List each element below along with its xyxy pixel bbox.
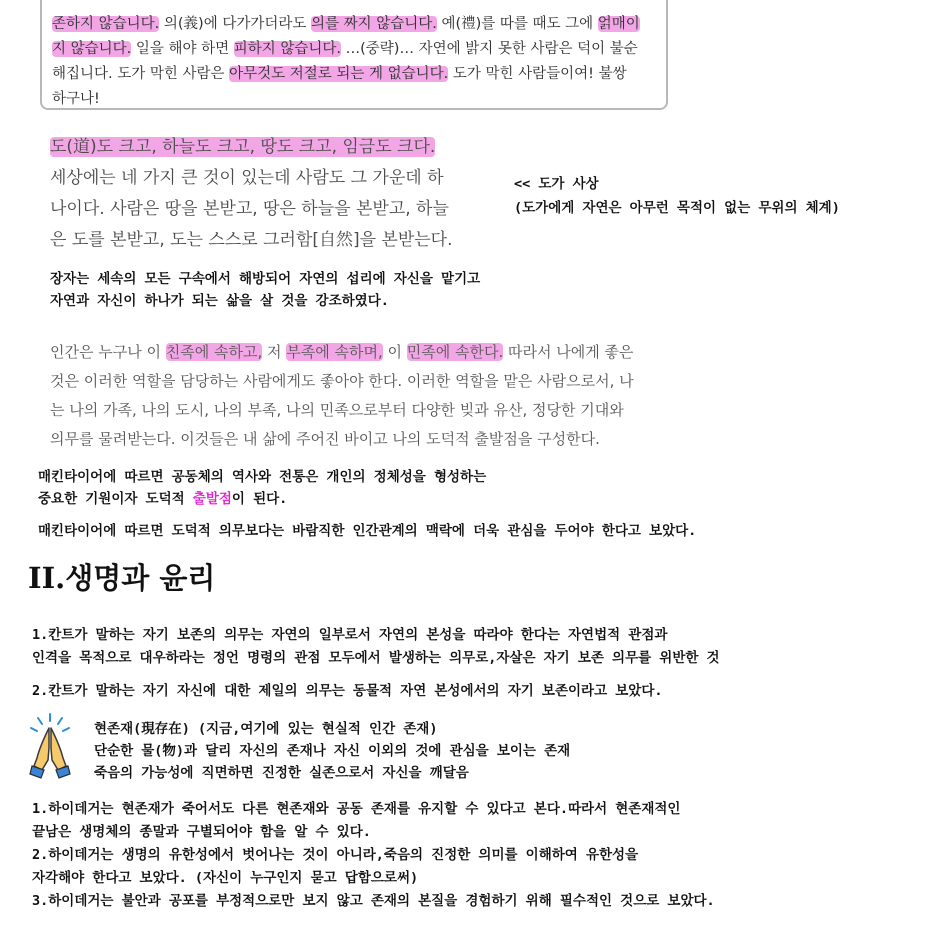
highlighted-text: 의를 짜지 않습니다. xyxy=(310,16,437,32)
highlighted-text: 피하지 않습니다. xyxy=(233,41,342,57)
highlighted-text: 얽매이 xyxy=(597,16,640,32)
note-text: 이 된다. xyxy=(231,491,288,507)
dasein-notes xyxy=(94,718,570,784)
dasein-line: 현존재(現存在) (지금,여기에 있는 현실적 인간 존재) xyxy=(94,721,438,737)
note-line: 매킨타이어에 따르면 도덕적 의무보다는 바람직한 인간관계의 맥락에 더욱 관심을 두어야 한다고 보았다. xyxy=(38,523,697,539)
text-segment: 따라서 나에게 좋은 xyxy=(503,343,634,361)
text-segment: 것은 이러한 역할을 담당하는 사람에게도 좋아야 한다. 이러한 역할을 맡은 사람으로서, 나 xyxy=(50,372,634,390)
passage-line xyxy=(50,338,750,367)
passage-line xyxy=(50,396,750,425)
highlighted-text: 친족에 속하고, xyxy=(165,343,263,361)
text-segment: 하구나! xyxy=(52,91,100,107)
note-text: 중요한 기원이자 도덕적 xyxy=(38,491,193,507)
dasein-line: 죽음의 가능성에 직면하면 진정한 실존으로서 자신을 깨달음 xyxy=(94,765,469,781)
text-segment: 도가 막힌 사람들이여! 불쌍 xyxy=(448,66,627,82)
kant-line: 2.칸트가 말하는 자기 자신에 대한 제일의 의무는 동물적 자연 본성에서의 자기 보존이라고 보았다. xyxy=(32,683,663,699)
macintyre-note xyxy=(38,466,486,510)
passage-line xyxy=(50,367,750,396)
heidegger-notes xyxy=(32,798,715,913)
text-segment: 이 xyxy=(382,343,407,361)
kant-notes xyxy=(32,624,720,703)
passage-line xyxy=(50,425,750,454)
kant-line: 인격을 목적으로 대우하라는 정언 명령의 관점 모두에서 발생하는 의무로,자살은 자기 보존 의무를 위반한 것 xyxy=(32,650,720,666)
highlighted-text: 지 않습니다. xyxy=(52,41,132,57)
text-segment: 의무를 물려받는다. 이것들은 내 삶에 주어진 바이고 나의 도덕적 출발점을 구성한다. xyxy=(50,430,600,448)
text-segment: 저 xyxy=(262,343,287,361)
quote-box-text xyxy=(52,0,662,112)
tao-note-title: << 도가 사상 xyxy=(514,176,599,192)
highlighted-text: 아무것도 저절로 되는 게 없습니다. xyxy=(229,66,449,82)
note-line xyxy=(38,488,486,510)
quote-line xyxy=(52,37,662,62)
heidegger-line: 자각해야 한다고 보았다. (자신이 누구인지 묻고 답함으로써) xyxy=(32,870,419,886)
note-line: 자연과 자신이 하나가 되는 삶을 살 것을 강조하였다. xyxy=(50,293,389,309)
praying-hands-icon xyxy=(28,712,72,782)
community-passage xyxy=(50,338,750,454)
text-segment: 일을 해야 하면 xyxy=(131,41,234,57)
text-segment: 예(禮)를 따를 때도 그에 xyxy=(436,16,598,32)
tao-line: 은 도를 본받고, 도는 스스로 그러함[自然]을 본받는다. xyxy=(50,230,453,250)
tao-headline: 도(道)도 크고, 하늘도 크고, 땅도 크고, 임금도 크다. xyxy=(50,137,436,157)
heidegger-line: 끝남은 생명체의 종말과 구별되어야 함을 알 수 있다. xyxy=(32,824,371,840)
emphasis-word: 출발점 xyxy=(192,491,232,507)
highlighted-text: 민족에 속한다. xyxy=(406,343,504,361)
heidegger-line: 2.하이데거는 생명의 유한성에서 벗어나는 것이 아니라,죽음의 진정한 의미를 이해하여 유한성을 xyxy=(32,847,639,863)
text-segment: 인간은 누구나 이 xyxy=(50,343,166,361)
text-segment: 는 나의 가족, 나의 도시, 나의 부족, 나의 민족으로부터 다양한 빚과 유산, 정당한 기대와 xyxy=(50,401,624,419)
zhuangzi-note xyxy=(50,268,480,312)
quote-line xyxy=(52,62,662,87)
note-line: 장자는 세속의 모든 구속에서 해방되어 자연의 섭리에 자신을 맡기고 xyxy=(50,271,481,287)
quote-line xyxy=(52,87,662,112)
text-segment: 의(義)에 다가가더라도 xyxy=(159,16,311,32)
section-title: II.생명과 윤리 xyxy=(28,561,216,595)
tao-note xyxy=(514,172,840,220)
tao-line: 나이다. 사람은 땅을 본받고, 땅은 하늘을 본받고, 하늘 xyxy=(50,199,449,219)
heidegger-line: 3.하이데거는 불안과 공포를 부정적으로만 보지 않고 존재의 본질을 경험하기 위해 필수적인 것으로 보았다. xyxy=(32,893,715,909)
heidegger-line: 1.하이데거는 현존재가 죽어서도 다른 현존재와 공동 존재를 유지할 수 있다고 본다.따라서 현존재적인 xyxy=(32,801,681,817)
text-segment: …(중략)… 자연에 밝지 못한 사람은 덕이 불순 xyxy=(341,41,638,57)
dasein-line: 단순한 물(物)과 달리 자신의 존재나 자신 이외의 것에 관심을 보이는 존재 xyxy=(94,743,571,759)
note-line: 매킨타이어에 따르면 공동체의 역사와 전통은 개인의 정체성을 형성하는 xyxy=(38,469,487,485)
highlighted-text: 부족에 속하며, xyxy=(286,343,383,361)
quote-line xyxy=(52,12,662,37)
highlighted-text: 존하지 않습니다. xyxy=(52,16,160,32)
tao-line: 세상에는 네 가지 큰 것이 있는데 사람도 그 가운데 하 xyxy=(50,168,444,188)
tao-passage xyxy=(50,132,520,256)
tao-note-desc: (도가에게 자연은 아무런 목적이 없는 무위의 체계) xyxy=(514,200,840,216)
macintyre-note-2 xyxy=(38,520,696,542)
kant-line: 1.칸트가 말하는 자기 보존의 의무는 자연의 일부로서 자연의 본성을 따라야 한다는 자연법적 관점과 xyxy=(32,627,668,643)
text-segment: 해집니다. 도가 막힌 사람은 xyxy=(52,66,230,82)
